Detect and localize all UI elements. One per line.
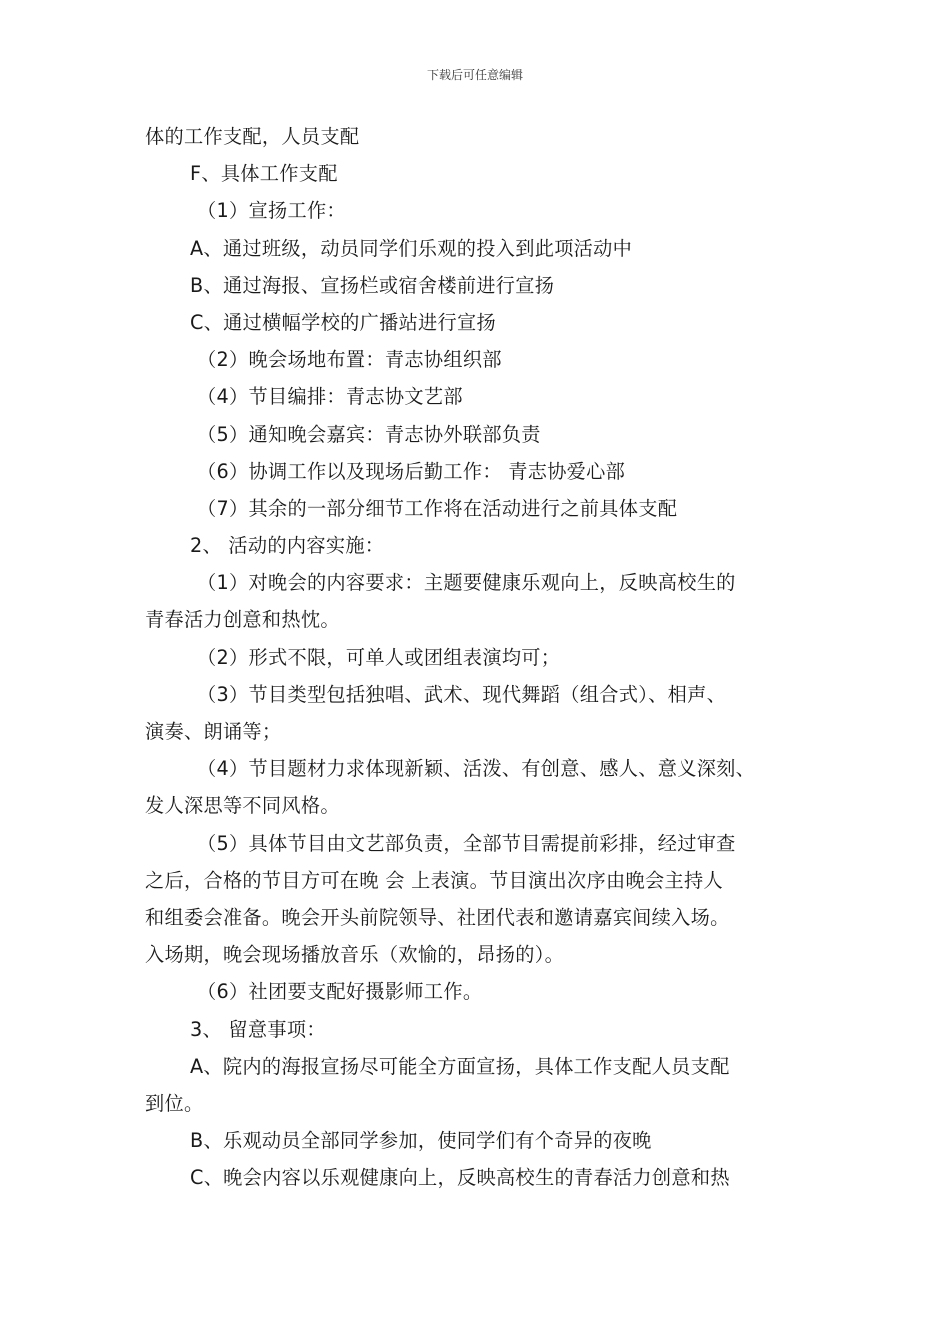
text-line: （6）社团要支配好摄影师工作。 [197, 980, 483, 1004]
text-line: C、晚会内容以乐观健康向上，反映高校生的青春活力创意和热 [190, 1166, 730, 1190]
text-line: （3）节目类型包括独唱、武术、现代舞蹈（组合式）、相声、 [197, 682, 727, 706]
text-line: （4）节目编排：青志协文艺部 [197, 385, 463, 409]
text-line: 青春活力创意和热忱。 [145, 608, 340, 632]
text-line: 之后，合格的节目方可在晚 会 上表演。节目演出次序由晚会主持人 [145, 868, 723, 892]
text-line: 3、 留意事项： [190, 1017, 326, 1041]
text-line: A、院内的海报宣扬尽可能全方面宣扬，具体工作支配人员支配 [190, 1054, 730, 1078]
text-line: （1）对晚会的内容要求：主题要健康乐观向上，反映高校生的 [197, 571, 736, 595]
text-line: B、乐观动员全部同学参加，使同学们有个奇异的夜晚 [190, 1129, 652, 1153]
text-line: （2）形式不限，可单人或团组表演均可； [197, 645, 561, 669]
text-line: （5）通知晚会嘉宾：青志协外联部负责 [197, 422, 541, 446]
text-line: A、通过班级，动员同学们乐观的投入到此项活动中 [190, 236, 633, 260]
text-line: 2、 活动的内容实施： [190, 534, 385, 558]
text-line: F、具体工作支配 [190, 162, 338, 186]
text-line: （7）其余的一部分细节工作将在活动进行之前具体支配 [197, 496, 678, 520]
text-line: 到位。 [145, 1091, 204, 1115]
text-line: 和组委会准备。晚会开头前院领导、社团代表和邀请嘉宾间续入场。 [145, 905, 730, 929]
text-line: C、通过横幅学校的广播站进行宣扬 [190, 310, 497, 334]
text-line: （6）协调工作以及现场后勤工作： 青志协爱心部 [197, 459, 626, 483]
page-header: 下载后可任意编辑 [426, 68, 523, 82]
document-body [145, 118, 835, 1196]
text-line: B、通过海报、宣扬栏或宿舍楼前进行宣扬 [190, 273, 555, 297]
text-line: 演奏、朗诵等； [145, 720, 282, 743]
text-line: 入场期，晚会现场播放音乐（欢愉的，昂扬的）。 [145, 943, 565, 967]
text-line: （2）晚会场地布置：青志协组织部 [197, 348, 502, 372]
text-line: （1）宣扬工作： [197, 199, 346, 223]
text-line: （5）具体节目由文艺部负责，全部节目需提前彩排，经过审查 [197, 831, 736, 855]
text-line: （4）节目题材力求体现新颖、活泼、有创意、感人、意义深刻、 [197, 757, 756, 781]
text-line: 体的工作支配，人员支配 [145, 125, 360, 148]
text-line: 发人深思等不同风格。 [145, 794, 340, 818]
